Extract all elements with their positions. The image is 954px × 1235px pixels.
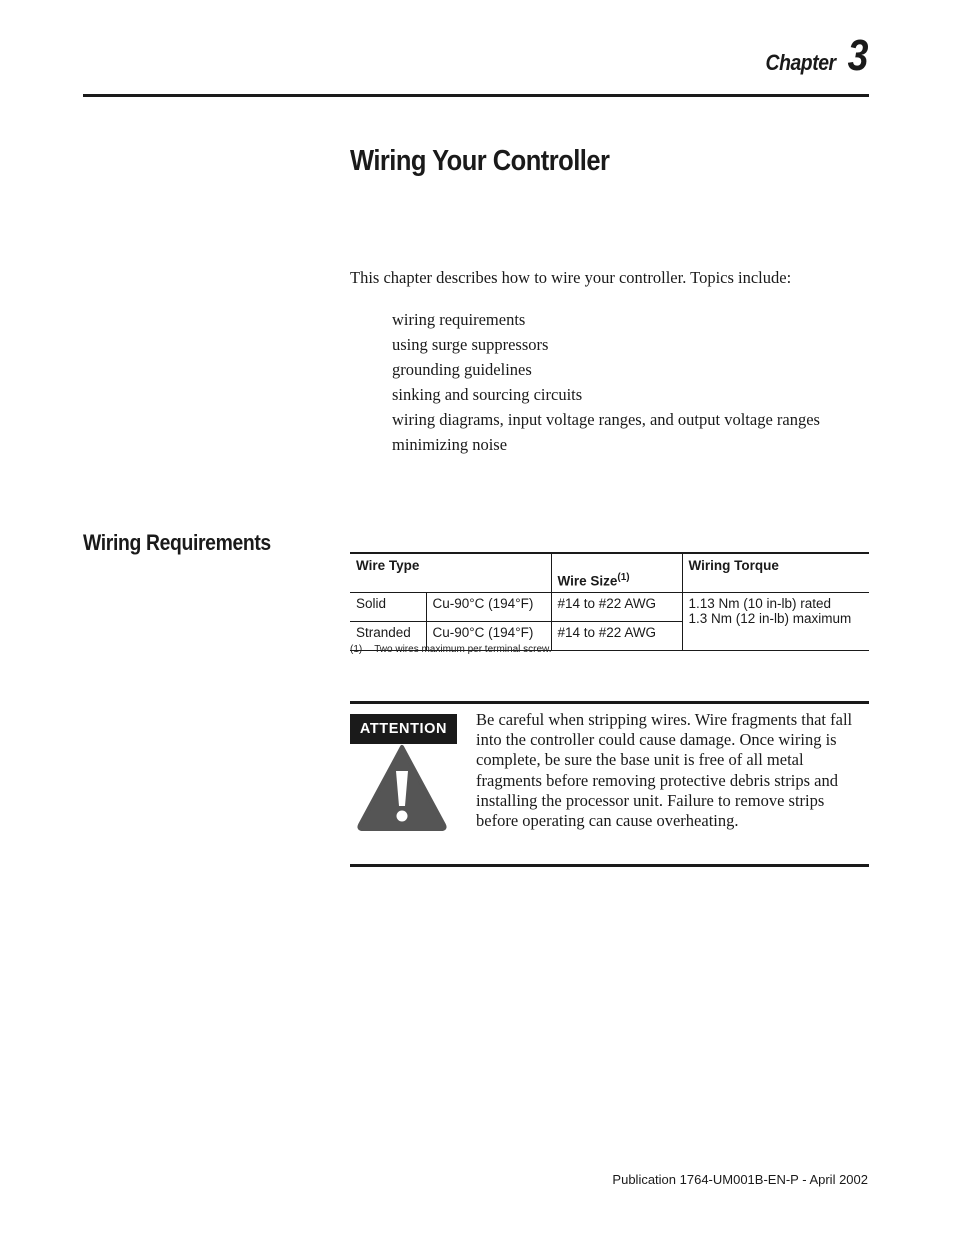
page-title: Wiring Your Controller — [350, 145, 610, 177]
footnote-marker: (1) — [350, 644, 363, 655]
cell-wire-size: #14 to #22 AWG — [551, 622, 682, 651]
attention-badge: ATTENTION — [350, 714, 457, 744]
list-item: sinking and sourcing circuits — [392, 385, 583, 404]
cell-wire-type: Solid — [350, 593, 426, 622]
cell-wire-size: #14 to #22 AWG — [551, 593, 682, 622]
header-wire-size — [551, 553, 682, 593]
warning-triangle-icon — [356, 743, 448, 831]
section-heading: Wiring Requirements — [83, 530, 271, 555]
attention-top-rule — [350, 701, 869, 704]
chapter-header — [756, 31, 868, 80]
header-wiring-torque: Wiring Torque — [682, 553, 869, 593]
footnote-text: Two wires maximum per terminal screw. — [374, 644, 552, 655]
list-item: using surge suppressors — [392, 335, 549, 354]
table-header-row — [350, 553, 869, 593]
header-rule — [83, 94, 869, 97]
list-item: grounding guidelines — [392, 360, 532, 379]
cell-torque — [682, 593, 869, 651]
cell-wire-type: Stranded — [350, 622, 426, 651]
chapter-label: Chapter — [765, 50, 836, 75]
chapter-number: 3 — [847, 31, 868, 80]
list-item: wiring diagrams, input voltage ranges, and output voltage ranges — [392, 410, 820, 429]
cell-rating: Cu-90°C (194°F) — [426, 593, 551, 622]
list-item: wiring requirements — [392, 310, 526, 329]
intro-paragraph: This chapter describes how to wire your controller. Topics include: — [350, 268, 792, 287]
table-footnote — [350, 644, 552, 655]
topics-list — [392, 310, 852, 460]
torque-rated: 1.13 Nm (10 in-lb) rated — [688, 596, 832, 611]
header-wire-size-label: Wire Size — [557, 573, 618, 588]
publication-footer: Publication 1764-UM001B-EN-P - April 2002 — [612, 1172, 868, 1187]
cell-rating: Cu-90°C (194°F) — [426, 622, 551, 651]
table-row — [350, 593, 869, 622]
footnote-ref: (1) — [617, 571, 630, 583]
torque-maximum: 1.3 Nm (12 in-lb) maximum — [688, 611, 852, 626]
list-item: minimizing noise — [392, 435, 508, 454]
attention-text: Be careful when stripping wires. Wire fragments that fall into the controller could cause damage. Once wiring is complete, be sure the base unit is free of all metal fragments before removing protective debris strips and installing the processor unit. Failure to remove strips before operating can cause overheating. — [476, 710, 853, 831]
header-wire-type: Wire Type — [350, 553, 551, 593]
wire-table — [350, 552, 869, 651]
attention-bottom-rule — [350, 864, 869, 867]
